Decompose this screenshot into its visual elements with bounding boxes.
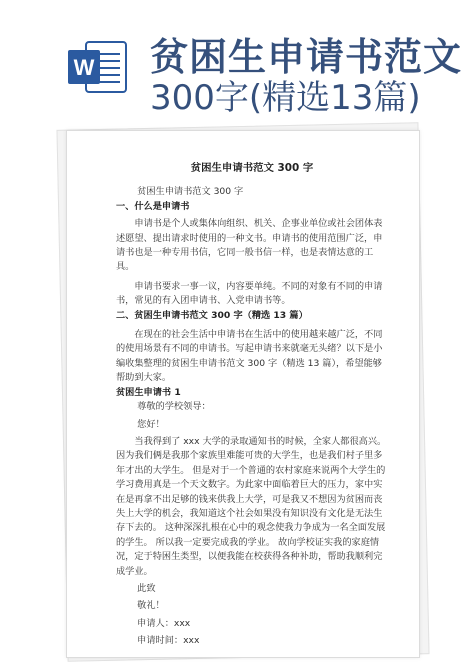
word-icon-letter: W [73,55,95,80]
page-title: 贫困生申请书范文 [150,35,463,79]
letter-greeting: 您好！ [137,418,165,430]
section-heading-2: 二、贫困生申请书范文 300 字（精选 13 篇） [116,309,308,321]
letter-body: 当我得到了 xxx 大学的录取通知书的时候，全家人都很高兴。因为我们俩是我那个家族里难能可贵的大学生，也是我们村子里多年才出的大学生。 但是对于一个普通的农村家庭来说两个大学生的学习费用真是一个天文数字。为此家中面临着巨大的压力，家中实在是再拿不出足够的钱来供我上大学，可是我又不想因为贫困而丧失上大学的机会，我知道这个社会如果没有知识没有文化是无法生存下去的。 这种深深扎根在心中的观念使我力争成为一名全面发展的学生。 所以我一定要完成我的学业。 故向学校证实我的家庭情况，定于特困生类型，以便我能在校获得各种补助，帮助我顺利完成学业。 [116,435,387,577]
document-body [116,161,388,649]
section1-paragraph-2: 申请书要求一事一议，内容要单纯。不同的对象有不同的申请书，常见的有入团申请书、入党申请书等。 [116,280,383,307]
document-subtitle: 贫困生申请书范文 300 字 [137,186,244,198]
letter-closing-2: 敬礼！ [137,600,165,612]
page-subtitle: 300字(精选13篇) [150,78,421,118]
page-header [0,0,474,120]
letter-salutation: 尊敬的学校领导： [137,401,211,413]
letter-applicant: 申请人：xxx [137,617,191,629]
letter-closing-1: 此致 [137,582,156,594]
section2-paragraph-1: 在现在的社会生活中申请书在生活中的使用越来越广泛，不同的使用场景有不同的申请书。写起申请书来就毫无头绪？以下是小编收集整理的贫困生申请书范文 300 字（精选 13 篇），希望能够帮助到大家。 [116,329,383,384]
document-title: 贫困生申请书范文 300 字 [190,162,314,174]
section-heading-1: 一、什么是申请书 [116,200,190,212]
section1-paragraph-1: 申请书是个人或集体向组织、机关、企事业单位或社会团体表述愿望、提出请求时使用的一种文书。申请书的使用范围广泛，申请书也是一种专用书信，它同一般书信一样，也是表情达意的工具。 [116,218,383,273]
letter-heading: 贫困生申请书 1 [116,386,181,398]
word-document-icon [66,38,128,96]
letter-date: 申请时间：xxx [137,635,200,647]
